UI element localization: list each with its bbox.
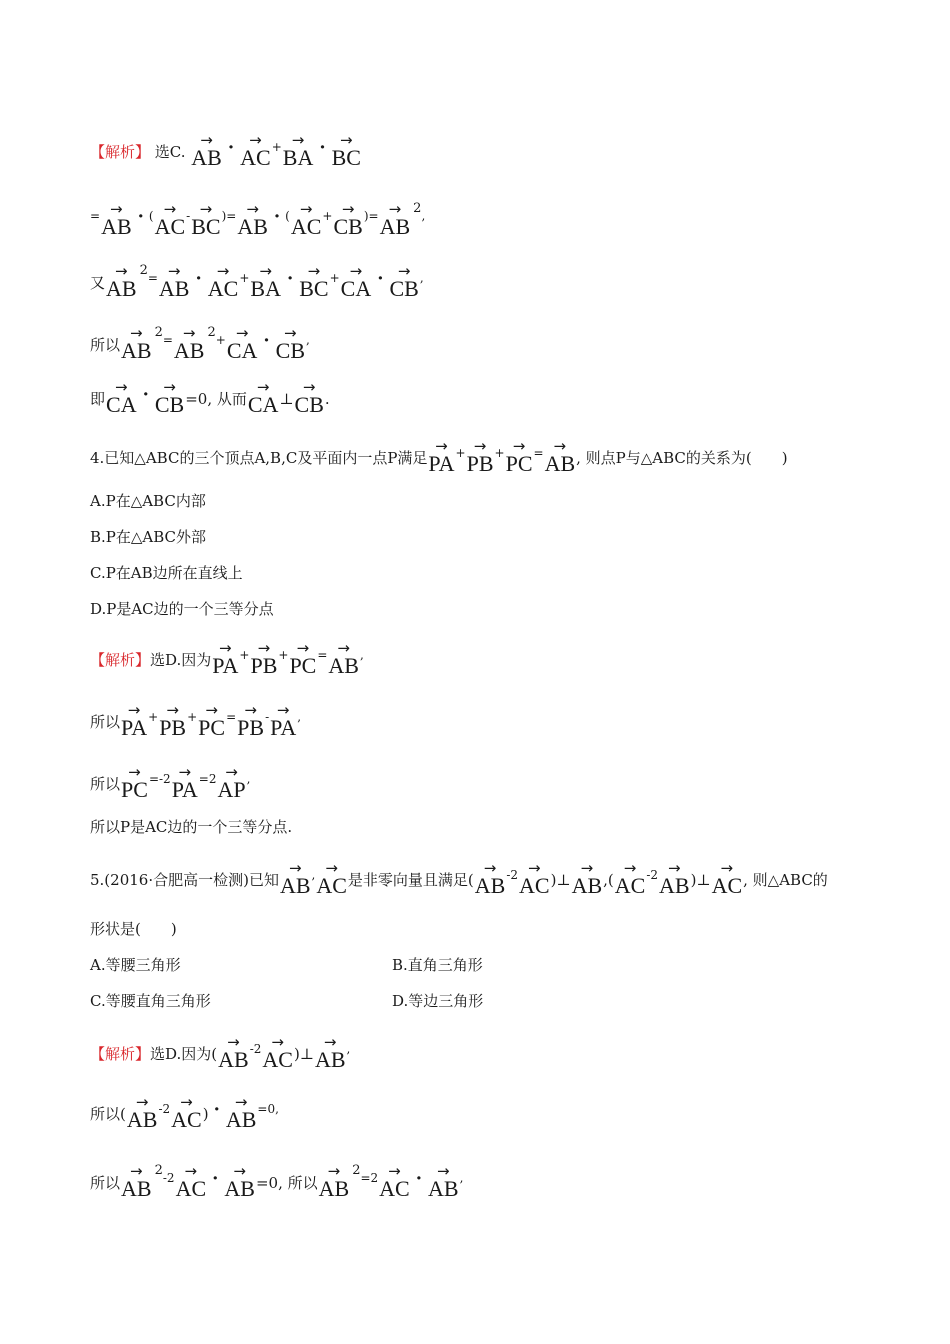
vector-BC: → BC bbox=[332, 147, 361, 169]
vector-BC: → BC bbox=[191, 216, 220, 238]
vector-AB: → AB bbox=[545, 453, 576, 475]
vector-AC: → AC bbox=[291, 216, 322, 238]
vector-BA: → BA bbox=[250, 278, 281, 300]
vector-AB: → AB bbox=[191, 147, 222, 169]
q5-solution-line-1: 【解析】选D.因为(→ $AB^{-2}\to$ AC)⊥→ AB, bbox=[90, 1040, 350, 1071]
vector-BA: → BA bbox=[283, 147, 314, 169]
vector-AB: → AB bbox=[106, 278, 137, 300]
vector-PC: → PC bbox=[121, 779, 148, 801]
vector-AC: → AC bbox=[712, 875, 743, 897]
vector-PB: → PB bbox=[467, 453, 494, 475]
vector-PA: → PA bbox=[270, 717, 296, 739]
vector-AC: → AC bbox=[519, 875, 550, 897]
q3-solution-line-3: 又→ AB2=→ AB ·→ AC+→ BA ·→ BC+→ CA ·→ CB, bbox=[90, 262, 424, 300]
vector-CB: → CB bbox=[295, 394, 324, 416]
vector-AC: → AC bbox=[155, 216, 186, 238]
vector-AB: → AB bbox=[380, 216, 411, 238]
vector-AB: → AB bbox=[224, 1178, 255, 1200]
vector-CA: → CA bbox=[248, 394, 279, 416]
q4-option-c: C.P在AB边所在直线上 bbox=[90, 564, 243, 582]
q5-stem-line-1: 5.(2016·合肥高一检测)已知→ AB,→ AC是非零向量且满足(→ $AB^{-2}\to$ AC)⊥→ $AB,(\to AC^{-2}\to$ AB)⊥→ AC, 则△ABC的 bbox=[90, 866, 828, 897]
vector-CB: → CB bbox=[155, 394, 184, 416]
solution-tag: 【解析】 bbox=[90, 143, 151, 161]
vector-AC: → AC bbox=[240, 147, 271, 169]
vector-AB: → AB bbox=[121, 340, 152, 362]
vector-AB: → AB bbox=[127, 1109, 158, 1131]
vector-PB: → PB bbox=[237, 717, 264, 739]
solution-tag: 【解析】 bbox=[90, 1045, 151, 1063]
q5-option-d: D.等边三角形 bbox=[392, 992, 484, 1010]
vector-AB: → AB bbox=[315, 1049, 346, 1071]
vector-PB: → PB bbox=[159, 717, 186, 739]
vector-CA: → CA bbox=[227, 340, 258, 362]
q4-solution-line-3: 所以→ $PC^{=-2}\to PA^{=2}\to AP^,$ bbox=[90, 770, 250, 801]
q4-option-a: A.P在△ABC内部 bbox=[90, 492, 206, 510]
q3-solution-line-1: 【解析】 选C. → AB ·→ AC+→ BA ·→ BC bbox=[90, 138, 362, 169]
vector-PC: → PC bbox=[506, 453, 533, 475]
vector-PC: → PC bbox=[289, 655, 316, 677]
q4-solution-line-2: 所以→ PA+→ PB+→ PC=→ PB-→ PA, bbox=[90, 708, 301, 739]
q5-option-c: C.等腰直角三角形 bbox=[90, 992, 211, 1010]
vector-AB: → AB bbox=[218, 1049, 249, 1071]
vector-AB: → AB bbox=[159, 278, 190, 300]
vector-AB: → AB bbox=[101, 216, 132, 238]
vector-CB: → CB bbox=[276, 340, 305, 362]
vector-AB: → AB bbox=[237, 216, 268, 238]
vector-AB: → AB bbox=[659, 875, 690, 897]
vector-AP: → AP bbox=[218, 779, 246, 801]
q4-stem-text: 4.已知△ABC的三个顶点A,B,C及平面内一点P满足 bbox=[90, 449, 428, 467]
vector-AB: → AB bbox=[319, 1178, 350, 1200]
vector-AB: → AB bbox=[226, 1109, 257, 1131]
vector-PA: → PA bbox=[212, 655, 238, 677]
vector-AB: → AB bbox=[428, 1178, 459, 1200]
solution-tag: 【解析】 bbox=[90, 651, 151, 669]
vector-CA: → CA bbox=[341, 278, 372, 300]
vector-AB: → AB bbox=[174, 340, 205, 362]
vector-PA: → PA bbox=[121, 717, 147, 739]
vector-AB: → AB bbox=[121, 1178, 152, 1200]
q5-solution-line-2: 所以(→ $AB^{-2}\to AC) \cdot\to AB^{=0,}$ bbox=[90, 1100, 279, 1131]
q4-conclusion: 所以P是AC边的一个三等分点. bbox=[90, 818, 293, 836]
vector-AC: → AC bbox=[176, 1178, 207, 1200]
vector-CB: → CB bbox=[333, 216, 362, 238]
q3-solution-line-5: 即→ CA ·→ CB=0, 从而→ CA⊥→ CB. bbox=[90, 386, 330, 416]
q4-stem: 4.已知△ABC的三个顶点A,B,C及平面内一点P满足→ PA+→ PB+→ PC=→ AB, 则点P与△ABC的关系为( ) bbox=[90, 444, 788, 475]
vector-AB: → AB bbox=[328, 655, 359, 677]
vector-AC: → AC bbox=[262, 1049, 293, 1071]
q4-option-b: B.P在△ABC外部 bbox=[90, 528, 207, 546]
vector-AC: → AC bbox=[316, 875, 347, 897]
vector-AB: → AB bbox=[280, 875, 311, 897]
q3-solution-line-2: =→ AB · (→ AC-→ BC)=→ AB · (→ AC+→ CB)=→ AB2, bbox=[90, 200, 425, 238]
vector-AB: → AB bbox=[475, 875, 506, 897]
q5-option-a: A.等腰三角形 bbox=[90, 956, 181, 974]
vector-PA: → PA bbox=[428, 453, 454, 475]
vector-AC: → AC bbox=[615, 875, 646, 897]
vector-PA: → PA bbox=[172, 779, 198, 801]
q5-option-b: B.直角三角形 bbox=[392, 956, 483, 974]
vector-AB: → AB bbox=[572, 875, 603, 897]
q5-stem-line-2: 形状是( ) bbox=[90, 920, 177, 938]
q5-solution-line-3: 所以→ $AB2^{-2}\to$ AC ·→ AB=0, 所以→ $AB2^{=2}\to$ AC ·→ AB, bbox=[90, 1162, 463, 1200]
vector-PB: → PB bbox=[250, 655, 277, 677]
vector-CA: → CA bbox=[106, 394, 137, 416]
q3-solution-line-4: 所以→ AB2=→ AB2+→ CA ·→ CB, bbox=[90, 324, 310, 362]
vector-AC: → AC bbox=[208, 278, 239, 300]
vector-PC: → PC bbox=[198, 717, 225, 739]
vector-BC: → BC bbox=[299, 278, 328, 300]
q4-solution-line-1: 【解析】选D.因为→ PA+→ PB+→ PC=→ AB, bbox=[90, 646, 364, 677]
vector-AC: → AC bbox=[171, 1109, 202, 1131]
vector-AC: → AC bbox=[379, 1178, 410, 1200]
vector-CB: → CB bbox=[390, 278, 419, 300]
q4-option-d: D.P是AC边的一个三等分点 bbox=[90, 600, 274, 618]
q3-solution-text: 选C. bbox=[154, 143, 186, 161]
